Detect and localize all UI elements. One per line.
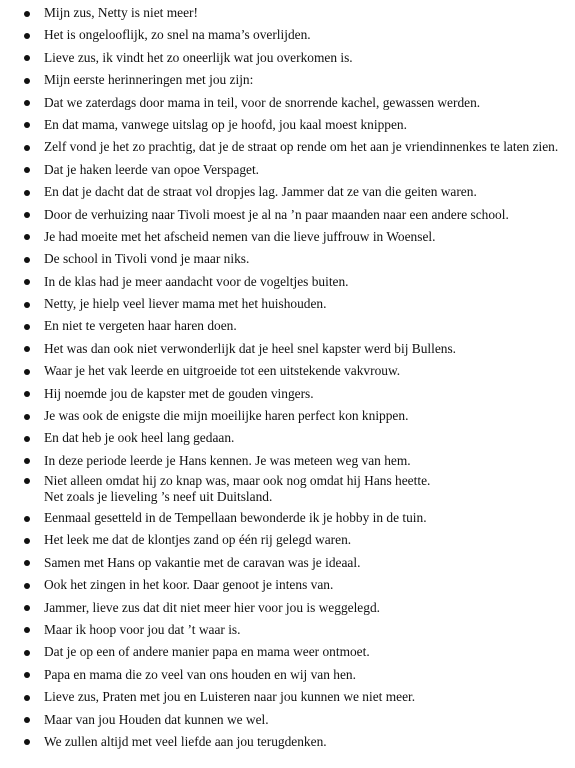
bullet-icon xyxy=(24,739,30,745)
bullet-icon xyxy=(24,538,30,544)
bullet-icon xyxy=(24,391,30,397)
list-item-text: Het was dan ook niet verwonderlijk dat je heel snel kapster werd bij Bullens. xyxy=(44,340,457,356)
list-item-text: Lieve zus, Praten met jou en Luisteren naar jou kunnen we niet meer. xyxy=(44,689,416,705)
list-item-text: En dat je dacht dat de straat vol dropjes lag. Jammer dat ze van die geiten waren. xyxy=(44,184,477,200)
list-item xyxy=(22,664,570,686)
list-item-text: Ook het zingen in het koor. Daar genoot je intens van. xyxy=(44,577,334,593)
list-item-text: En dat heb je ook heel lang gedaan. xyxy=(44,430,235,446)
bullet-icon xyxy=(24,516,30,522)
list-item xyxy=(22,114,570,136)
list-item xyxy=(22,360,570,382)
bullet-icon xyxy=(24,100,30,106)
list-item-text: Het is ongelooflijk, zo snel na mama’s overlijden. xyxy=(44,27,311,43)
list-item-text: Mijn zus, Netty is niet meer! xyxy=(44,5,198,20)
list-item xyxy=(22,427,570,449)
list-item xyxy=(22,338,570,360)
list-item-text xyxy=(44,473,570,504)
list-item-text: Maar ik hoop voor jou dat ’t waar is. xyxy=(44,621,241,637)
list-item-text: Mijn eerste herinneringen met jou zijn: xyxy=(44,72,254,88)
list-item-text: Dat we zaterdags door mama in teil, voor de snorrende kachel, gewassen werden. xyxy=(44,94,481,110)
list-item xyxy=(22,248,570,270)
bullet-icon xyxy=(24,122,30,128)
bullet-icon xyxy=(24,650,30,656)
bullet-icon xyxy=(24,605,30,611)
list-item xyxy=(22,405,570,427)
list-item-text: Dat je op een of andere manier papa en mama weer ontmoet. xyxy=(44,644,370,660)
bullet-icon xyxy=(24,33,30,39)
list-item-text: En niet te vergeten haar haren doen. xyxy=(44,318,237,334)
bullet-icon xyxy=(24,672,30,678)
list-item xyxy=(22,24,570,46)
list-item xyxy=(22,731,570,753)
list-item xyxy=(22,92,570,114)
bullet-icon xyxy=(24,583,30,589)
list-item xyxy=(22,709,570,731)
list-item xyxy=(22,383,570,405)
bullet-icon xyxy=(24,234,30,240)
list-item xyxy=(22,2,570,24)
bullet-icon xyxy=(24,279,30,285)
list-item-text: En dat mama, vanwege uitslag op je hoofd, jou kaal moest knippen. xyxy=(44,116,407,132)
list-item-text: Samen met Hans op vakantie met de caravan was je ideaal. xyxy=(44,554,361,570)
list-item xyxy=(22,293,570,315)
list-item-text: De school in Tivoli vond je maar niks. xyxy=(44,251,250,267)
list-item-text-line-1: Niet alleen omdat hij zo knap was, maar ook nog omdat hij Hans heette. xyxy=(44,473,431,489)
list-item-text-line-2: Net zoals je lieveling ’s neef uit Duitsland. xyxy=(44,488,273,504)
list-item xyxy=(22,69,570,91)
list-item xyxy=(22,271,570,293)
list-item xyxy=(22,47,570,69)
bullet-icon xyxy=(24,369,30,375)
list-item-text: We zullen altijd met veel liefde aan jou terugdenken. xyxy=(44,733,327,749)
list-item-two-line xyxy=(22,472,570,504)
list-item xyxy=(22,226,570,248)
list-item-text: Je was ook de enigste die mijn moeilijke haren perfect kon knippen. xyxy=(44,408,409,424)
list-item-text: Dat je haken leerde van opoe Verspaget. xyxy=(44,161,260,177)
bullet-icon xyxy=(24,560,30,566)
list-item xyxy=(22,181,570,203)
bullet-icon xyxy=(24,78,30,84)
list-item-text: Waar je het vak leerde en uitgroeide tot een uitstekende vakvrouw. xyxy=(44,363,401,379)
bullet-icon xyxy=(24,414,30,420)
bullet-icon xyxy=(24,190,30,196)
bullet-icon xyxy=(24,324,30,330)
bullet-icon xyxy=(24,627,30,633)
list-item-text: Door de verhuizing naar Tivoli moest je al na ’n paar maanden naar een andere school. xyxy=(44,206,509,222)
bullet-icon xyxy=(24,302,30,308)
list-item-text: Hij noemde jou de kapster met de gouden vingers. xyxy=(44,385,314,401)
bullet-icon xyxy=(24,167,30,173)
bullet-icon xyxy=(24,257,30,263)
list-item-text: Het leek me dat de klontjes zand op één rij gelegd waren. xyxy=(44,532,352,548)
bullet-icon xyxy=(24,11,30,17)
list-item xyxy=(22,619,570,641)
list-item xyxy=(22,529,570,551)
list-item-text: Lieve zus, ik vindt het zo oneerlijk wat jou overkomen is. xyxy=(44,49,353,65)
bullet-icon xyxy=(24,695,30,701)
bullet-icon xyxy=(24,478,30,484)
list-item xyxy=(22,641,570,663)
list-item xyxy=(22,204,570,226)
bullet-icon xyxy=(24,346,30,352)
list-item xyxy=(22,136,570,158)
list-item xyxy=(22,159,570,181)
list-item xyxy=(22,574,570,596)
bullet-icon xyxy=(24,717,30,723)
list-item xyxy=(22,597,570,619)
list-item-text: Netty, je hielp veel liever mama met het huishouden. xyxy=(44,296,327,312)
list-item-text: Papa en mama die zo veel van ons houden en wij van hen. xyxy=(44,666,356,682)
bullet-icon xyxy=(24,55,30,61)
bullet-icon xyxy=(24,212,30,218)
list-item-text: Jammer, lieve zus dat dit niet meer hier voor jou is weggelegd. xyxy=(44,599,380,615)
list-item xyxy=(22,507,570,529)
list-item xyxy=(22,686,570,708)
list-item xyxy=(22,450,570,472)
list-item-text: Maar van jou Houden dat kunnen we wel. xyxy=(44,711,269,727)
list-item-text: In deze periode leerde je Hans kennen. Je was meteen weg van hem. xyxy=(44,452,411,468)
list-item-text: In de klas had je meer aandacht voor de vogeltjes buiten. xyxy=(44,273,349,289)
bullet-icon xyxy=(24,145,30,151)
bullet-icon xyxy=(24,458,30,464)
list-item-text: Eenmaal gesetteld in de Tempellaan bewonderde ik je hobby in de tuin. xyxy=(44,510,427,525)
list-item xyxy=(22,552,570,574)
list-item xyxy=(22,315,570,337)
bullet-icon xyxy=(24,436,30,442)
poem-bullet-list xyxy=(22,2,570,753)
list-item-text: Je had moeite met het afscheid nemen van die lieve juffrouw in Woensel. xyxy=(44,228,436,244)
list-item-text: Zelf vond je het zo prachtig, dat je de straat op rende om het aan je vriendinnenkes te laten zien. xyxy=(44,139,559,155)
